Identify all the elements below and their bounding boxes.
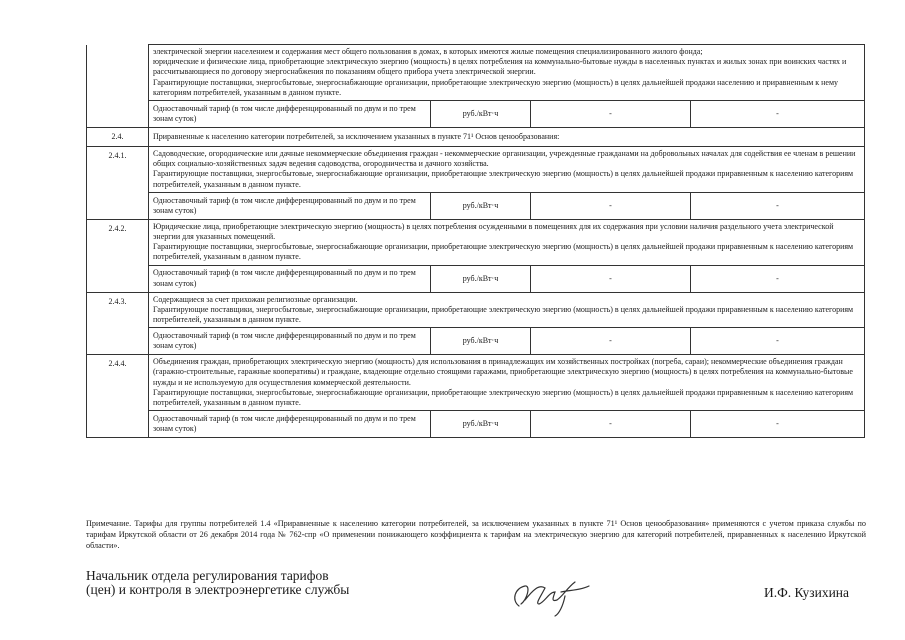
tariff-value-1: - bbox=[531, 328, 691, 355]
tariff-value-2: - bbox=[691, 101, 865, 128]
table-row bbox=[87, 147, 865, 193]
table-row bbox=[87, 292, 865, 328]
table-row bbox=[87, 101, 865, 128]
description-line: Садоводческие, огороднические или дачные некоммерческие объединения граждан - некоммерческие организации, учрежденные гражданами на добровольных началах для содействия ее членам в решении общих социально-хозяйственных задач ведения садоводства, огородничества и дачного хозяйства. bbox=[153, 149, 856, 169]
row-number: 2.4.2. bbox=[87, 219, 149, 292]
tariff-value-2: - bbox=[691, 192, 865, 219]
description-line: Содержащиеся за счет прихожан религиозные организации. bbox=[153, 294, 358, 304]
row-number: 2.4.3. bbox=[87, 292, 149, 355]
tariff-label: Одноставочный тариф (в том числе дифференцированный по двум и по трем зонам суток) bbox=[149, 265, 431, 292]
row-number: 2.4.1. bbox=[87, 147, 149, 220]
table-row bbox=[87, 411, 865, 438]
tariff-unit: руб./кВт·ч bbox=[431, 265, 531, 292]
row-number: 2.4.4. bbox=[87, 355, 149, 438]
row-description bbox=[149, 45, 865, 101]
description-line: Гарантирующие поставщики, энергосбытовые, энергоснабжающие организации, приобретающие электрическую энергию (мощность) в целях дальнейшей продажи населению и приравненным к нему категориям потребителей, указанным в данном пункте. bbox=[153, 77, 839, 97]
description-line: электрической энергии населением и содержания мест общего пользования в домах, в которых имеются жилые помещения специализированного жилого фонда; bbox=[153, 47, 703, 56]
description-line: Гарантирующие поставщики, энергосбытовые, энергоснабжающие организации, приобретающие электрическую энергию (мощность) в целях дальнейшей продажи приравненным к населению категориям потребителей, указанным в данном пункте. bbox=[153, 169, 854, 189]
row-number-cell bbox=[87, 101, 149, 128]
row-description bbox=[149, 292, 865, 328]
tariff-label: Одноставочный тариф (в том числе дифференцированный по двум и по трем зонам суток) bbox=[149, 411, 431, 438]
tariff-label: Одноставочный тариф (в том числе дифференцированный по двум и по трем зонам суток) bbox=[149, 192, 431, 219]
description-line: Гарантирующие поставщики, энергосбытовые, энергоснабжающие организации, приобретающие электрическую энергию (мощность) в целях дальнейшей продажи приравненным к населению категориям потребителей, указанным в данном пункте. bbox=[153, 387, 854, 408]
tariff-value-2: - bbox=[691, 411, 865, 438]
table-row bbox=[87, 328, 865, 355]
description-line: Объединения граждан, приобретающих электрическую энергию (мощность) для использования в принадлежащих им хозяйственных постройках (погреба, сараи); некоммерческие объединения граждан (гаражно-строительные, гаражные кооперативы) и граждане, владеющие отдельно стоящими гаражами, приобретающие электрическую энергию (мощность) в целях потребления на коммунально-бытовые нужды и не используемую для осуществления коммерческой деятельности. bbox=[153, 357, 853, 387]
row-description bbox=[149, 219, 865, 265]
row-description bbox=[149, 147, 865, 193]
tariff-value-1: - bbox=[531, 192, 691, 219]
description-line: Гарантирующие поставщики, энергосбытовые, энергоснабжающие организации, приобретающие электрическую энергию (мощность) в целях дальнейшей продажи приравненным к населению категориям потребителей, указанным в данном пункте. bbox=[153, 242, 854, 262]
tariff-value-1: - bbox=[531, 101, 691, 128]
tariff-unit: руб./кВт·ч bbox=[431, 101, 531, 128]
table-row bbox=[87, 355, 865, 411]
signature-stroke bbox=[515, 582, 589, 616]
signatory-title-line: Начальник отдела регулирования тарифов bbox=[86, 568, 329, 583]
table-row bbox=[87, 128, 865, 147]
tariff-unit: руб./кВт·ч bbox=[431, 192, 531, 219]
table-row bbox=[87, 265, 865, 292]
tariff-label: Одноставочный тариф (в том числе дифференцированный по двум и по трем зонам суток) bbox=[149, 101, 431, 128]
tariff-unit: руб./кВт·ч bbox=[431, 411, 531, 438]
row-number: 2.4. bbox=[87, 128, 149, 147]
table-row bbox=[87, 192, 865, 219]
signatory-title-line: (цен) и контроля в электроэнергетике службы bbox=[86, 582, 350, 597]
signatory-name: И.Ф. Кузихина bbox=[764, 585, 850, 600]
footnote: Примечание. Тарифы для группы потребителей 1.4 «Приравненные к населению категории потребителей, за исключением указанных в пункте 71¹ Основ ценообразования» применяются с учетом приказа службы по тарифам Иркутской области от 26 декабря 2014 года № 762-спр «О применении понижающего коэффициента к тарифам на электрическую энергию для категорий потребителей, приравненных к населению Иркутской области». bbox=[86, 519, 866, 550]
tariff-unit: руб./кВт·ч bbox=[431, 328, 531, 355]
tariff-value-1: - bbox=[531, 265, 691, 292]
handwritten-signature-icon bbox=[505, 570, 595, 620]
table-row bbox=[87, 45, 865, 101]
row-description bbox=[149, 355, 865, 411]
description-line: Юридические лица, приобретающие электрическую энергию (мощность) в целях потребления осужденными в помещениях для их содержания при условии наличия раздельного учета электрической энергии для указанных помещений. bbox=[153, 221, 834, 242]
description-line: юридические и физические лица, приобретающие электрическую энергию (мощность) в целях потребления на коммунально-бытовые нужды в населенных пунктах и жилых зонах при воинских частях и рассчитывающиеся по договору энергоснабжения по показаниям общего прибора учета электрической энергии. bbox=[153, 57, 847, 77]
signatory-title bbox=[86, 569, 349, 597]
row-number-cell bbox=[87, 45, 149, 101]
tariff-value-2: - bbox=[691, 265, 865, 292]
tariff-value-1: - bbox=[531, 411, 691, 438]
tariff-table bbox=[86, 44, 865, 438]
description-line: Гарантирующие поставщики, энергосбытовые, энергоснабжающие организации, приобретающие электрическую энергию (мощность) в целях дальнейшей продажи приравненным к населению категориям потребителей, указанным в данном пункте. bbox=[153, 304, 854, 325]
tariff-label: Одноставочный тариф (в том числе дифференцированный по двум и по трем зонам суток) bbox=[149, 328, 431, 355]
table-row bbox=[87, 219, 865, 265]
tariff-value-2: - bbox=[691, 328, 865, 355]
row-description: Приравненные к населению категории потребителей, за исключением указанных в пункте 71¹ Основ ценообразования: bbox=[149, 128, 865, 147]
